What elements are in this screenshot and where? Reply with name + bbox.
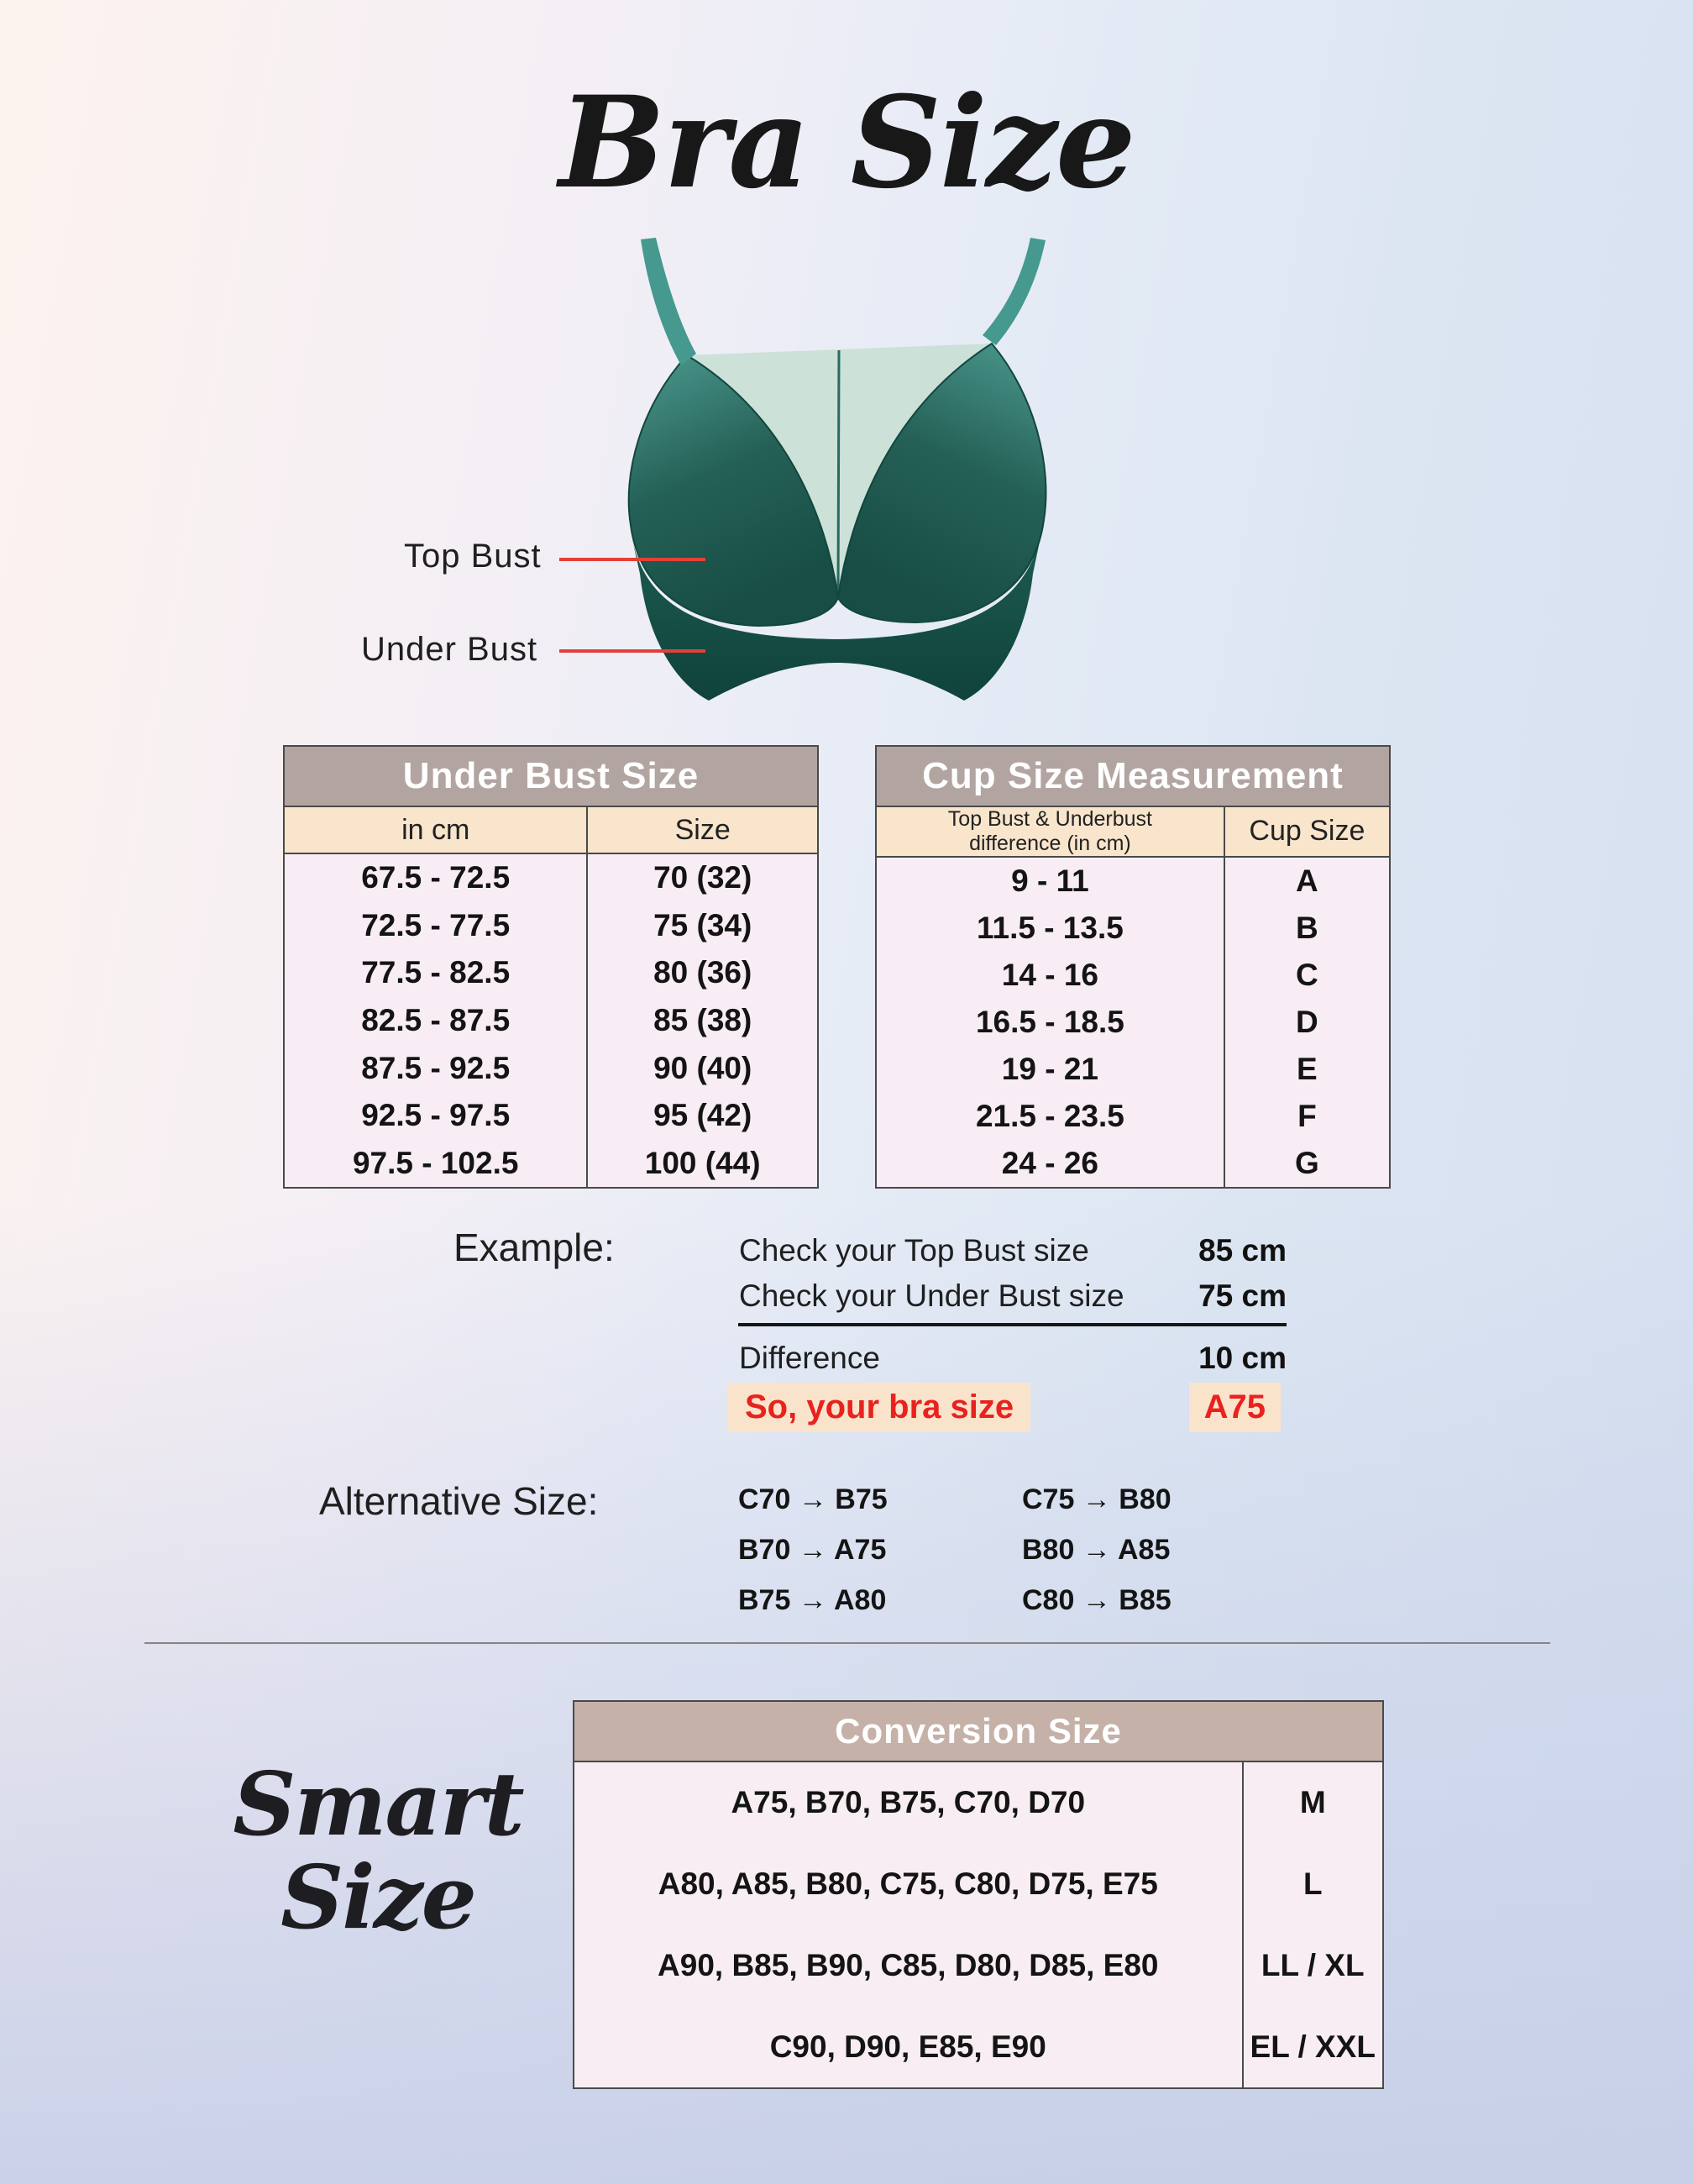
table-row: [285, 1044, 817, 1092]
table-row: [285, 1092, 817, 1140]
size-group: C90, D90, E85, E90: [574, 2006, 1244, 2087]
size-value: 85 (38): [653, 1003, 752, 1038]
bra-image: [616, 238, 1058, 701]
table-row: [285, 997, 817, 1045]
table-row: [877, 952, 1389, 999]
size-value: 70 (32): [653, 860, 752, 895]
conversion-table-title: Conversion Size: [574, 1702, 1382, 1762]
example-row-difference: [739, 1341, 1287, 1376]
table-row: [285, 902, 817, 950]
alt-pair: C75 → B80: [1022, 1483, 1171, 1515]
cup-size-table-title: Cup Size Measurement: [877, 747, 1389, 806]
example-label: Check your Top Bust size: [739, 1233, 1089, 1268]
top-bust-pointer-line: [559, 558, 705, 561]
difference-range: 21.5 - 23.5: [877, 1093, 1225, 1140]
example-row-top-bust: [739, 1233, 1287, 1268]
table-row: [877, 999, 1389, 1046]
example-label: Difference: [739, 1341, 880, 1375]
cup-letter: A: [1296, 863, 1318, 898]
difference-range: 16.5 - 18.5: [877, 999, 1225, 1046]
column-header-cup-size: Cup Size: [1249, 815, 1365, 848]
conversion-table-body: [574, 1762, 1382, 2087]
cm-range: 77.5 - 82.5: [285, 949, 588, 997]
table-row: [285, 1139, 817, 1187]
cup-letter: D: [1296, 1004, 1318, 1039]
cup-letter: F: [1297, 1098, 1317, 1133]
cm-range: 82.5 - 87.5: [285, 997, 588, 1045]
table-row: [574, 1844, 1382, 1925]
cup-letter: G: [1295, 1146, 1319, 1180]
under-bust-table-subheader: [285, 806, 817, 854]
example-value: 85 cm: [1198, 1233, 1287, 1268]
table-row: [574, 2006, 1382, 2087]
table-row: [574, 1762, 1382, 1844]
size-group: A80, A85, B80, C75, C80, D75, E75: [574, 1844, 1244, 1925]
table-row: [877, 1093, 1389, 1140]
table-row: [877, 858, 1389, 905]
section-divider: [144, 1642, 1550, 1645]
smart-size-line2: Size: [280, 1845, 475, 1950]
bra-illustration-svg: [616, 238, 1058, 701]
cm-range: 97.5 - 102.5: [285, 1139, 588, 1187]
difference-range: 11.5 - 13.5: [877, 905, 1225, 952]
example-value: 10 cm: [1198, 1341, 1287, 1375]
cup-letter: E: [1297, 1051, 1318, 1086]
converted-size: LL / XL: [1261, 1947, 1365, 1982]
table-row: [285, 854, 817, 902]
alt-pair: C70 → B75: [738, 1483, 888, 1515]
table-row: [574, 1925, 1382, 2007]
page-title: Bra Size: [558, 69, 1135, 217]
cup-letter: C: [1296, 957, 1318, 992]
difference-range: 9 - 11: [877, 858, 1225, 905]
alternative-size-heading: Alternative Size:: [319, 1479, 599, 1523]
table-row: [877, 1046, 1389, 1093]
column-header-in-cm: in cm: [285, 807, 588, 853]
smart-size-title: [202, 1752, 554, 1950]
cup-size-table-body: [877, 858, 1389, 1188]
example-sum-line: [738, 1323, 1287, 1326]
cup-size-measurement-table: [875, 745, 1391, 1189]
size-value: 80 (36): [653, 955, 752, 990]
alternative-size-grid: [738, 1483, 1171, 1617]
under-bust-table-title: Under Bust Size: [285, 747, 817, 806]
table-row: [877, 905, 1389, 952]
size-value: 75 (34): [653, 907, 752, 942]
size-value: 100 (44): [644, 1145, 761, 1180]
converted-size: EL / XXL: [1250, 2029, 1376, 2064]
size-value: 95 (42): [653, 1098, 752, 1133]
result-label: So, your bra size: [728, 1383, 1030, 1432]
alt-pair: B80 → A85: [1022, 1534, 1171, 1566]
size-group: A90, B85, B90, C85, D80, D85, E80: [574, 1925, 1244, 2007]
top-bust-label: Top Bust: [404, 538, 542, 575]
difference-range: 14 - 16: [877, 952, 1225, 999]
example-value: 75 cm: [1198, 1278, 1287, 1313]
table-row: [285, 949, 817, 997]
alt-pair: B70 → A75: [738, 1534, 887, 1566]
example-result-row: [728, 1383, 1281, 1432]
cm-range: 72.5 - 77.5: [285, 902, 588, 950]
alt-pair: C80 → B85: [1022, 1584, 1171, 1616]
column-header-size: Size: [674, 813, 731, 846]
under-bust-pointer-line: [559, 649, 705, 653]
difference-range: 24 - 26: [877, 1140, 1225, 1187]
alt-pair: B75 → A80: [738, 1584, 887, 1616]
cm-range: 67.5 - 72.5: [285, 854, 588, 902]
example-row-under-bust: [739, 1278, 1287, 1314]
smart-size-line1: Smart: [233, 1752, 523, 1856]
table-row: [877, 1140, 1389, 1187]
converted-size: M: [1299, 1785, 1326, 1820]
result-value: A75: [1189, 1383, 1281, 1432]
example-heading: Example:: [453, 1226, 615, 1269]
conversion-size-table: [573, 1700, 1384, 2089]
difference-range: 19 - 21: [877, 1046, 1225, 1093]
cm-range: 92.5 - 97.5: [285, 1092, 588, 1140]
under-bust-size-table: [283, 745, 819, 1189]
size-value: 90 (40): [653, 1050, 752, 1085]
converted-size: L: [1303, 1866, 1323, 1902]
column-header-difference: Top Bust & Underbust difference (in cm): [877, 807, 1225, 856]
example-label: Check your Under Bust size: [739, 1278, 1124, 1313]
cup-size-table-subheader: [877, 806, 1389, 858]
cm-range: 87.5 - 92.5: [285, 1044, 588, 1092]
under-bust-table-body: [285, 854, 817, 1187]
cup-letter: B: [1296, 910, 1318, 945]
under-bust-label: Under Bust: [361, 631, 538, 668]
size-group: A75, B70, B75, C70, D70: [574, 1762, 1244, 1844]
